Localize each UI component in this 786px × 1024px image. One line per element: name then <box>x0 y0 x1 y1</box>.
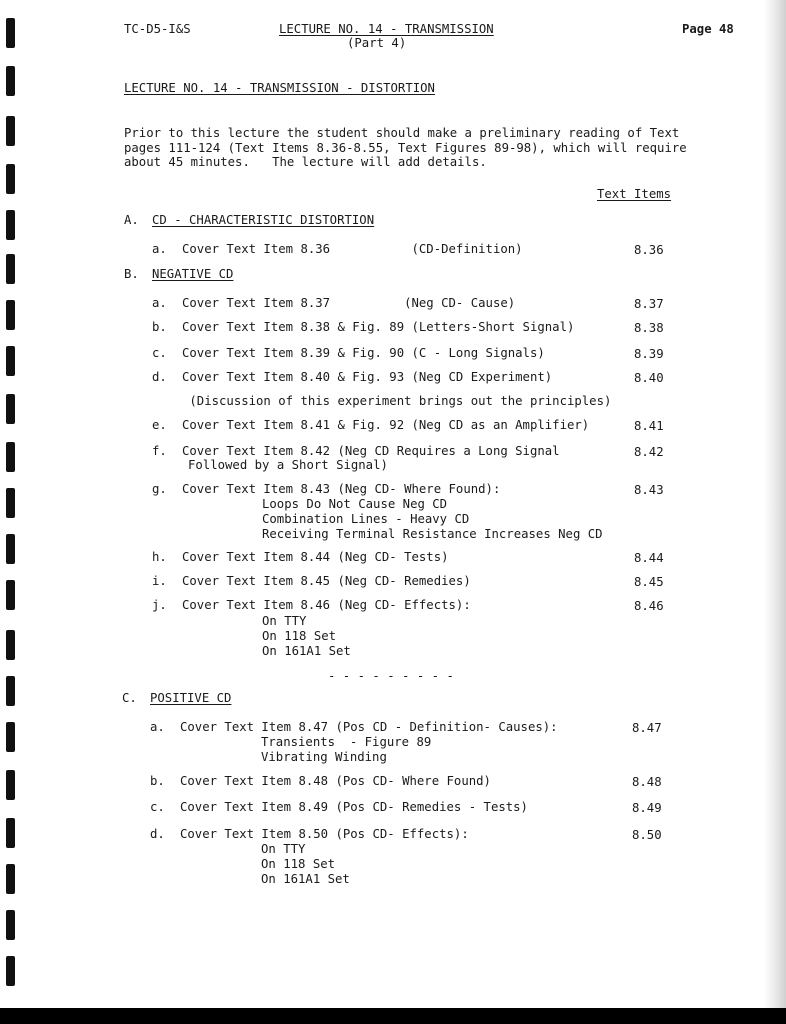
item-note: (Discussion of this experiment brings out the principles) <box>182 394 612 408</box>
item-letter: b. <box>152 320 167 334</box>
section-title: POSITIVE CD <box>150 691 232 705</box>
item-ref: 8.50 <box>632 828 662 842</box>
item-letter: c. <box>152 346 167 360</box>
header-title: LECTURE NO. 14 - TRANSMISSION <box>279 22 494 36</box>
item-text: Cover Text Item 8.41 & Fig. 92 (Neg CD as an Amplifier) <box>182 418 590 432</box>
item-text: Cover Text Item 8.36 (CD-Definition) <box>182 242 523 256</box>
sub-item: Loops Do Not Cause Neg CD <box>262 497 448 511</box>
item-text: Cover Text Item 8.42 (Neg CD Requires a Long Signal <box>182 444 560 458</box>
binder-hole <box>6 910 15 940</box>
binder-hole <box>6 164 15 194</box>
binder-hole <box>6 254 15 284</box>
item-ref: 8.42 <box>634 445 664 459</box>
sub-item: Transients - Figure 89 <box>261 735 432 749</box>
section-divider: - - - - - - - - - <box>328 669 454 683</box>
item-text: Cover Text Item 8.40 & Fig. 93 (Neg CD Experiment) <box>182 370 553 384</box>
item-ref: 8.47 <box>632 721 662 735</box>
item-ref: 8.36 <box>634 243 664 257</box>
item-continuation: Followed by a Short Signal) <box>188 458 388 472</box>
item-text: Cover Text Item 8.39 & Fig. 90 (C - Long Signals) <box>182 346 545 360</box>
item-ref: 8.37 <box>634 297 664 311</box>
item-letter: f. <box>152 444 167 458</box>
item-ref: 8.44 <box>634 551 664 565</box>
intro-line: pages 111-124 (Text Items 8.36-8.55, Text Figures 89-98), which will require <box>124 141 687 155</box>
binder-hole <box>6 580 15 610</box>
binder-hole <box>6 442 15 472</box>
sub-item: On 161A1 Set <box>261 872 350 886</box>
section-letter: A. <box>124 213 139 227</box>
item-ref: 8.40 <box>634 371 664 385</box>
item-letter: i. <box>152 574 167 588</box>
section-letter: B. <box>124 267 139 281</box>
page-number: Page 48 <box>682 22 734 36</box>
binder-hole <box>6 630 15 660</box>
item-text: Cover Text Item 8.49 (Pos CD- Remedies - Tests) <box>180 800 528 814</box>
item-text: Cover Text Item 8.47 (Pos CD - Definition- Causes): <box>180 720 558 734</box>
sub-item: Combination Lines - Heavy CD <box>262 512 470 526</box>
item-ref: 8.48 <box>632 775 662 789</box>
item-ref: 8.49 <box>632 801 662 815</box>
item-text: Cover Text Item 8.48 (Pos CD- Where Found) <box>180 774 491 788</box>
sub-item: Vibrating Winding <box>261 750 387 764</box>
binder-hole <box>6 394 15 424</box>
item-letter: e. <box>152 418 167 432</box>
binder-hole <box>6 956 15 986</box>
item-ref: 8.45 <box>634 575 664 589</box>
item-letter: a. <box>150 720 165 734</box>
item-ref: 8.38 <box>634 321 664 335</box>
intro-line: Prior to this lecture the student should make a preliminary reading of Text <box>124 126 680 140</box>
binder-hole <box>6 818 15 848</box>
scan-bottom-border <box>0 1008 786 1024</box>
section-title: NEGATIVE CD <box>152 267 234 281</box>
sub-item: On 118 Set <box>261 857 336 871</box>
intro-line: about 45 minutes. The lecture will add details. <box>124 155 487 169</box>
binder-hole <box>6 116 15 146</box>
binder-hole <box>6 534 15 564</box>
page-edge-shadow <box>764 0 786 1010</box>
section-title: CD - CHARACTERISTIC DISTORTION <box>152 213 375 227</box>
item-ref: 8.43 <box>634 483 664 497</box>
item-text: Cover Text Item 8.43 (Neg CD- Where Found): <box>182 482 501 496</box>
sub-item: On TTY <box>261 842 306 856</box>
item-letter: a. <box>152 242 167 256</box>
binder-hole <box>6 66 15 96</box>
sub-item: On 118 Set <box>262 629 337 643</box>
binder-hole <box>6 770 15 800</box>
item-ref: 8.39 <box>634 347 664 361</box>
text-items-column-header: Text Items <box>597 187 672 201</box>
item-ref: 8.46 <box>634 599 664 613</box>
item-letter: h. <box>152 550 167 564</box>
item-letter: d. <box>150 827 165 841</box>
binder-hole <box>6 676 15 706</box>
item-letter: a. <box>152 296 167 310</box>
lecture-subtitle: LECTURE NO. 14 - TRANSMISSION - DISTORTION <box>124 81 435 95</box>
item-text: Cover Text Item 8.46 (Neg CD- Effects): <box>182 598 471 612</box>
item-letter: b. <box>150 774 165 788</box>
item-text: Cover Text Item 8.44 (Neg CD- Tests) <box>182 550 449 564</box>
item-text: Cover Text Item 8.37 (Neg CD- Cause) <box>182 296 516 310</box>
document-code: TC-D5-I&S <box>124 22 191 36</box>
section-letter: C. <box>122 691 137 705</box>
item-letter: d. <box>152 370 167 384</box>
item-letter: c. <box>150 800 165 814</box>
item-ref: 8.41 <box>634 419 664 433</box>
binder-hole <box>6 864 15 894</box>
item-letter: g. <box>152 482 167 496</box>
binder-hole <box>6 346 15 376</box>
item-text: Cover Text Item 8.50 (Pos CD- Effects): <box>180 827 469 841</box>
binder-hole <box>6 488 15 518</box>
sub-item: On TTY <box>262 614 307 628</box>
binder-hole <box>6 210 15 240</box>
header-part: (Part 4) <box>347 36 407 50</box>
item-letter: j. <box>152 598 167 612</box>
binder-hole <box>6 722 15 752</box>
binder-hole <box>6 18 15 48</box>
sub-item: On 161A1 Set <box>262 644 351 658</box>
item-text: Cover Text Item 8.38 & Fig. 89 (Letters-Short Signal) <box>182 320 575 334</box>
sub-item: Receiving Terminal Resistance Increases Neg CD <box>262 527 603 541</box>
item-text: Cover Text Item 8.45 (Neg CD- Remedies) <box>182 574 471 588</box>
binder-holes <box>6 0 16 1010</box>
binder-hole <box>6 300 15 330</box>
